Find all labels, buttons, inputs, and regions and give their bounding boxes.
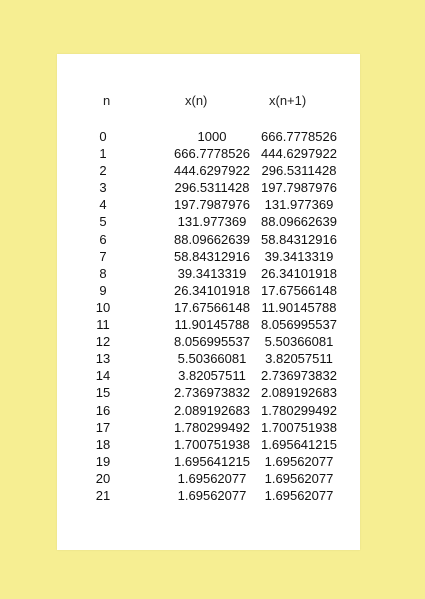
- cell-n: 13: [95, 351, 111, 367]
- cell-x-n: 131.977369: [177, 214, 247, 230]
- cell-n: 15: [95, 385, 111, 401]
- table-row: [57, 470, 360, 487]
- cell-x-n-plus-1: 3.82057511: [265, 351, 333, 367]
- table-row: [57, 402, 360, 419]
- cell-n: 18: [95, 436, 111, 452]
- table-row: [57, 231, 360, 248]
- cell-x-n-plus-1: 1.69562077: [264, 487, 334, 503]
- cell-x-n-plus-1: 1.69562077: [264, 453, 334, 469]
- cell-x-n-plus-1: 1.695641215: [261, 436, 337, 452]
- cell-x-n: 58.84312916: [174, 248, 250, 264]
- cell-x-n-plus-1: 666.7778526: [261, 129, 337, 144]
- cell-x-n: 17.67566148: [174, 299, 250, 315]
- cell-n: 14: [95, 368, 111, 384]
- header-n: n: [103, 93, 111, 108]
- cell-x-n-plus-1: 58.84312916: [261, 231, 337, 247]
- cell-n: 21: [95, 487, 111, 503]
- header-x-n-plus-1: x(n+1): [269, 93, 307, 108]
- table-row: [57, 436, 360, 453]
- cell-x-n-plus-1: 11.90145788: [261, 299, 337, 315]
- cell-n: 19: [95, 453, 111, 469]
- cell-n: 2: [99, 163, 107, 179]
- cell-x-n: 1.69562077: [177, 470, 247, 486]
- cell-x-n-plus-1: 39.3413319: [264, 248, 334, 264]
- cell-x-n: 2.736973832: [174, 385, 250, 401]
- cell-n: 11: [96, 317, 110, 333]
- cell-x-n: 1.700751938: [174, 436, 250, 452]
- table-sheet: [57, 54, 360, 550]
- cell-x-n-plus-1: 2.736973832: [261, 368, 337, 384]
- cell-x-n: 197.7987976: [174, 197, 250, 213]
- cell-n: 12: [95, 334, 111, 350]
- cell-n: 17: [95, 419, 111, 435]
- cell-x-n: 2.089192683: [174, 402, 250, 418]
- table-row: [57, 487, 360, 504]
- cell-x-n-plus-1: 2.089192683: [261, 385, 337, 401]
- table-row: [57, 213, 360, 230]
- table-row: [57, 299, 360, 316]
- cell-n: 8: [99, 265, 107, 281]
- cell-x-n: 3.82057511: [178, 368, 246, 384]
- cell-x-n-plus-1: 26.34101918: [261, 265, 337, 281]
- cell-x-n: 11.90145788: [174, 317, 250, 333]
- cell-x-n: 39.3413319: [177, 265, 247, 281]
- cell-n: 7: [99, 248, 107, 264]
- cell-x-n: 1000: [197, 129, 227, 144]
- cell-x-n-plus-1: 131.977369: [264, 197, 334, 213]
- cell-x-n: 666.7778526: [174, 146, 250, 162]
- cell-n: 9: [99, 282, 107, 298]
- cell-n: 16: [95, 402, 111, 418]
- table-row: [57, 316, 360, 333]
- table-row: [57, 282, 360, 299]
- cell-x-n-plus-1: 1.780299492: [261, 402, 337, 418]
- cell-x-n-plus-1: 197.7987976: [261, 180, 337, 196]
- cell-n: 4: [99, 197, 107, 213]
- cell-n: 3: [99, 180, 107, 196]
- cell-n: 1: [99, 146, 107, 162]
- cell-x-n: 5.50366081: [177, 351, 247, 367]
- cell-x-n-plus-1: 296.5311428: [261, 163, 337, 179]
- table-row: [57, 384, 360, 401]
- cell-x-n-plus-1: 1.69562077: [264, 470, 334, 486]
- cell-x-n: 1.695641215: [174, 453, 250, 469]
- table-row: [57, 196, 360, 213]
- cell-x-n-plus-1: 17.67566148: [261, 282, 337, 298]
- cell-x-n: 296.5311428: [174, 180, 250, 196]
- cell-x-n: 444.6297922: [174, 163, 250, 179]
- cell-x-n: 1.69562077: [177, 487, 247, 503]
- header-x-n: x(n): [185, 93, 208, 108]
- table-row: [57, 367, 360, 384]
- cell-x-n-plus-1: 444.6297922: [261, 146, 337, 162]
- table-row: [57, 162, 360, 179]
- cell-x-n-plus-1: 5.50366081: [264, 334, 334, 350]
- cell-x-n-plus-1: 8.056995537: [261, 317, 337, 333]
- cell-n: 20: [95, 470, 111, 486]
- table-row: [57, 350, 360, 367]
- table-row: [57, 265, 360, 282]
- cell-n: 0: [99, 129, 107, 144]
- cell-x-n-plus-1: 1.700751938: [261, 419, 337, 435]
- cell-n: 6: [99, 231, 107, 247]
- cell-x-n: 1.780299492: [174, 419, 250, 435]
- table-row: [57, 419, 360, 436]
- table-row: [57, 453, 360, 470]
- cell-x-n-plus-1: 88.09662639: [261, 214, 337, 230]
- table-header: [57, 93, 360, 111]
- table-row: [57, 333, 360, 350]
- table-body: [57, 128, 360, 504]
- cell-x-n: 88.09662639: [174, 231, 250, 247]
- cell-x-n: 26.34101918: [174, 282, 250, 298]
- cell-n: 10: [95, 299, 111, 315]
- table-row: [57, 248, 360, 265]
- cell-n: 5: [99, 214, 107, 230]
- table-row: [57, 145, 360, 162]
- table-row: [57, 128, 360, 145]
- table-row: [57, 179, 360, 196]
- cell-x-n: 8.056995537: [174, 334, 250, 350]
